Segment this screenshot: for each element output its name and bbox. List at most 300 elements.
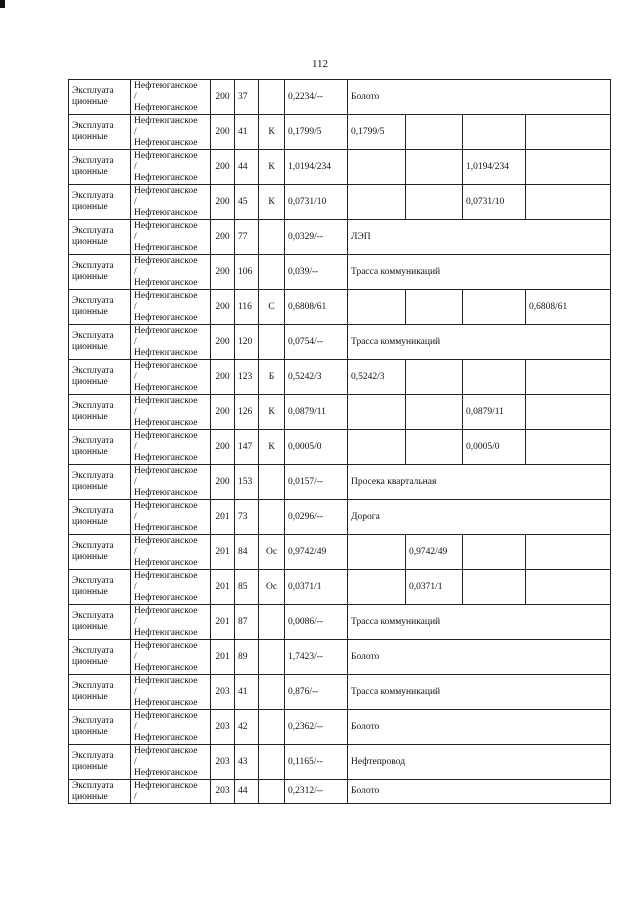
subforestry-name: Нефтеюганское bbox=[134, 662, 198, 673]
forestry-name: Нефтеюганское bbox=[134, 360, 198, 371]
forestry-separator: / bbox=[134, 511, 137, 522]
forestry-separator: / bbox=[134, 791, 137, 802]
subforestry-name: Нефтеюганское bbox=[134, 172, 198, 183]
category-value-cell: 0,0005/0 bbox=[463, 430, 526, 465]
category-value-cell bbox=[526, 150, 611, 185]
species-code-cell: К bbox=[259, 395, 285, 430]
category-line-2: ционные bbox=[72, 272, 108, 282]
area-volume-cell: 0,0157/-- bbox=[285, 465, 348, 500]
category-line-1: Эксплуата bbox=[72, 471, 114, 481]
table-row bbox=[69, 675, 611, 710]
forestry-separator: / bbox=[134, 721, 137, 732]
category-value-cell: 0,6808/61 bbox=[526, 290, 611, 325]
area-volume-cell: 0,0329/-- bbox=[285, 220, 348, 255]
category-cell bbox=[69, 675, 131, 710]
land-type-note-cell: Дорога bbox=[348, 500, 611, 535]
species-code-cell bbox=[259, 675, 285, 710]
forestry-cell bbox=[131, 570, 211, 605]
forestry-cell bbox=[131, 290, 211, 325]
category-line-2: ционные bbox=[72, 237, 108, 247]
area-volume-cell: 0,2362/-- bbox=[285, 710, 348, 745]
species-code-cell: С bbox=[259, 290, 285, 325]
area-volume-cell: 0,0731/10 bbox=[285, 185, 348, 220]
quarter-number-cell: 200 bbox=[211, 465, 235, 500]
quarter-number-cell: 203 bbox=[211, 675, 235, 710]
forestry-name: Нефтеюганское bbox=[134, 80, 198, 91]
category-line-1: Эксплуата bbox=[72, 541, 114, 551]
quarter-number-cell: 201 bbox=[211, 570, 235, 605]
category-line-1: Эксплуата bbox=[72, 751, 114, 761]
category-line-2: ционные bbox=[72, 342, 108, 352]
forestry-name: Нефтеюганское bbox=[134, 570, 198, 581]
species-code-cell: К bbox=[259, 185, 285, 220]
land-type-note-cell: Болото bbox=[348, 640, 611, 675]
quarter-number-cell: 200 bbox=[211, 290, 235, 325]
category-line-2: ционные bbox=[72, 791, 108, 802]
page-number: 112 bbox=[311, 58, 329, 70]
category-value-cell bbox=[348, 430, 406, 465]
category-line-1: Эксплуата bbox=[72, 331, 114, 341]
forestry-separator: / bbox=[134, 651, 137, 662]
land-type-note-cell: Трасса коммуникаций bbox=[348, 605, 611, 640]
table-row bbox=[69, 255, 611, 290]
table-row bbox=[69, 220, 611, 255]
table-row bbox=[69, 710, 611, 745]
subforestry-name: Нефтеюганское bbox=[134, 452, 198, 463]
category-line-2: ционные bbox=[72, 447, 108, 457]
subforestry-name: Нефтеюганское bbox=[134, 592, 198, 603]
subforestry-name: Нефтеюганское bbox=[134, 137, 198, 148]
table-row bbox=[69, 115, 611, 150]
species-code-cell bbox=[259, 640, 285, 675]
allotment-number-cell: 44 bbox=[235, 150, 259, 185]
category-line-1: Эксплуата bbox=[72, 121, 114, 131]
category-value-cell bbox=[406, 395, 463, 430]
category-line-2: ционные bbox=[72, 132, 108, 142]
species-code-cell bbox=[259, 605, 285, 640]
forestry-name: Нефтеюганское bbox=[134, 185, 198, 196]
subforestry-name: Нефтеюганское bbox=[134, 312, 198, 323]
table-row bbox=[69, 290, 611, 325]
quarter-number-cell: 200 bbox=[211, 360, 235, 395]
category-cell bbox=[69, 465, 131, 500]
species-code-cell bbox=[259, 780, 285, 804]
category-cell bbox=[69, 290, 131, 325]
category-value-cell bbox=[348, 535, 406, 570]
forestry-separator: / bbox=[134, 756, 137, 767]
category-line-2: ционные bbox=[72, 202, 108, 212]
forestry-separator: / bbox=[134, 266, 137, 277]
land-type-note-cell: Просека квартальная bbox=[348, 465, 611, 500]
forestry-separator: / bbox=[134, 301, 137, 312]
category-line-1: Эксплуата bbox=[72, 366, 114, 376]
land-type-note-cell: Болото bbox=[348, 710, 611, 745]
allotment-number-cell: 43 bbox=[235, 745, 259, 780]
category-value-cell bbox=[463, 535, 526, 570]
species-code-cell: Ос bbox=[259, 570, 285, 605]
category-value-cell bbox=[526, 570, 611, 605]
category-cell bbox=[69, 395, 131, 430]
quarter-number-cell: 201 bbox=[211, 640, 235, 675]
forestry-cell bbox=[131, 675, 211, 710]
land-type-note-cell: Болото bbox=[348, 780, 611, 804]
subforestry-name: Нефтеюганское bbox=[134, 732, 198, 743]
species-code-cell bbox=[259, 255, 285, 290]
table-row bbox=[69, 150, 611, 185]
category-cell bbox=[69, 185, 131, 220]
forestry-name: Нефтеюганское bbox=[134, 465, 198, 476]
table-row bbox=[69, 640, 611, 675]
category-line-1: Эксплуата bbox=[72, 191, 114, 201]
species-code-cell bbox=[259, 710, 285, 745]
quarter-number-cell: 200 bbox=[211, 430, 235, 465]
category-value-cell bbox=[526, 395, 611, 430]
forestry-separator: / bbox=[134, 161, 137, 172]
species-code-cell bbox=[259, 465, 285, 500]
forestry-name: Нефтеюганское bbox=[134, 150, 198, 161]
category-line-2: ционные bbox=[72, 482, 108, 492]
forestry-cell bbox=[131, 710, 211, 745]
category-value-cell bbox=[526, 535, 611, 570]
quarter-number-cell: 200 bbox=[211, 80, 235, 115]
table-row bbox=[69, 325, 611, 360]
category-cell bbox=[69, 325, 131, 360]
category-cell bbox=[69, 80, 131, 115]
category-line-2: ционные bbox=[72, 762, 108, 772]
subforestry-name: Нефтеюганское bbox=[134, 277, 198, 288]
category-value-cell bbox=[463, 360, 526, 395]
subforestry-name: Нефтеюганское bbox=[134, 347, 198, 358]
allotment-number-cell: 41 bbox=[235, 675, 259, 710]
table-row bbox=[69, 395, 611, 430]
area-volume-cell: 0,0005/0 bbox=[285, 430, 348, 465]
land-type-note-cell: Трасса коммуникаций bbox=[348, 325, 611, 360]
area-volume-cell: 0,876/-- bbox=[285, 675, 348, 710]
area-volume-cell: 1,0194/234 bbox=[285, 150, 348, 185]
category-line-2: ционные bbox=[72, 412, 108, 422]
forestry-cell bbox=[131, 640, 211, 675]
category-cell bbox=[69, 605, 131, 640]
category-value-cell bbox=[348, 290, 406, 325]
forestry-cell bbox=[131, 150, 211, 185]
forestry-separator: / bbox=[134, 371, 137, 382]
allotment-number-cell: 89 bbox=[235, 640, 259, 675]
category-value-cell: 0,1799/5 bbox=[348, 115, 406, 150]
species-code-cell: К bbox=[259, 115, 285, 150]
forestry-separator: / bbox=[134, 126, 137, 137]
forestry-separator: / bbox=[134, 616, 137, 627]
category-value-cell bbox=[526, 430, 611, 465]
subforestry-name: Нефтеюганское bbox=[134, 102, 198, 113]
category-cell bbox=[69, 430, 131, 465]
quarter-number-cell: 201 bbox=[211, 500, 235, 535]
forestry-name: Нефтеюганское bbox=[134, 745, 198, 756]
category-value-cell bbox=[406, 185, 463, 220]
category-line-1: Эксплуата bbox=[72, 681, 114, 691]
land-type-note-cell: Трасса коммуникаций bbox=[348, 255, 611, 290]
allotment-number-cell: 37 bbox=[235, 80, 259, 115]
forestry-separator: / bbox=[134, 441, 137, 452]
land-type-note-cell: Нефтепровод bbox=[348, 745, 611, 780]
category-value-cell: 0,0879/11 bbox=[463, 395, 526, 430]
category-line-1: Эксплуата bbox=[72, 611, 114, 621]
table-row bbox=[69, 430, 611, 465]
allotment-number-cell: 126 bbox=[235, 395, 259, 430]
area-volume-cell: 0,2234/-- bbox=[285, 80, 348, 115]
area-volume-cell: 0,1799/5 bbox=[285, 115, 348, 150]
subforestry-name: Нефтеюганское bbox=[134, 522, 198, 533]
quarter-number-cell: 200 bbox=[211, 115, 235, 150]
forest-plots-table bbox=[68, 79, 611, 804]
allotment-number-cell: 85 bbox=[235, 570, 259, 605]
quarter-number-cell: 200 bbox=[211, 395, 235, 430]
category-line-1: Эксплуата bbox=[72, 436, 114, 446]
allotment-number-cell: 153 bbox=[235, 465, 259, 500]
subforestry-name: Нефтеюганское bbox=[134, 417, 198, 428]
allotment-number-cell: 87 bbox=[235, 605, 259, 640]
category-value-cell: 0,9742/49 bbox=[406, 535, 463, 570]
forestry-cell bbox=[131, 115, 211, 150]
subforestry-name: Нефтеюганское bbox=[134, 627, 198, 638]
species-code-cell bbox=[259, 500, 285, 535]
forestry-separator: / bbox=[134, 546, 137, 557]
forestry-cell bbox=[131, 535, 211, 570]
species-code-cell: Ос bbox=[259, 535, 285, 570]
area-volume-cell: 0,0296/-- bbox=[285, 500, 348, 535]
table-row bbox=[69, 185, 611, 220]
category-line-2: ционные bbox=[72, 167, 108, 177]
table-row bbox=[69, 745, 611, 780]
forestry-name: Нефтеюганское bbox=[134, 500, 198, 511]
species-code-cell bbox=[259, 325, 285, 360]
category-value-cell bbox=[348, 570, 406, 605]
category-line-2: ционные bbox=[72, 97, 108, 107]
area-volume-cell: 0,0754/-- bbox=[285, 325, 348, 360]
quarter-number-cell: 201 bbox=[211, 605, 235, 640]
forestry-cell bbox=[131, 465, 211, 500]
category-value-cell bbox=[526, 115, 611, 150]
category-value-cell bbox=[348, 395, 406, 430]
quarter-number-cell: 203 bbox=[211, 780, 235, 804]
category-value-cell: 1,0194/234 bbox=[463, 150, 526, 185]
allotment-number-cell: 44 bbox=[235, 780, 259, 804]
category-value-cell bbox=[526, 360, 611, 395]
category-line-1: Эксплуата bbox=[72, 646, 114, 656]
category-line-2: ционные bbox=[72, 377, 108, 387]
forestry-cell bbox=[131, 780, 211, 804]
category-line-2: ционные bbox=[72, 622, 108, 632]
forestry-name: Нефтеюганское bbox=[134, 675, 198, 686]
forestry-name: Нефтеюганское bbox=[134, 115, 198, 126]
species-code-cell: К bbox=[259, 430, 285, 465]
category-value-cell bbox=[463, 115, 526, 150]
forestry-name: Нефтеюганское bbox=[134, 325, 198, 336]
category-value-cell bbox=[526, 185, 611, 220]
allotment-number-cell: 116 bbox=[235, 290, 259, 325]
category-line-2: ционные bbox=[72, 727, 108, 737]
category-cell bbox=[69, 500, 131, 535]
table-row bbox=[69, 535, 611, 570]
forestry-name: Нефтеюганское bbox=[134, 535, 198, 546]
category-line-1: Эксплуата bbox=[72, 780, 114, 791]
forestry-name: Нефтеюганское bbox=[134, 605, 198, 616]
area-volume-cell: 0,0371/1 bbox=[285, 570, 348, 605]
allotment-number-cell: 77 bbox=[235, 220, 259, 255]
forestry-name: Нефтеюганское bbox=[134, 640, 198, 651]
category-value-cell bbox=[463, 570, 526, 605]
area-volume-cell: 0,6808/61 bbox=[285, 290, 348, 325]
category-value-cell: 0,0371/1 bbox=[406, 570, 463, 605]
quarter-number-cell: 200 bbox=[211, 325, 235, 360]
forestry-name: Нефтеюганское bbox=[134, 220, 198, 231]
forestry-name: Нефтеюганское bbox=[134, 395, 198, 406]
forestry-separator: / bbox=[134, 231, 137, 242]
forestry-cell bbox=[131, 325, 211, 360]
allotment-number-cell: 45 bbox=[235, 185, 259, 220]
area-volume-cell: 0,1165/-- bbox=[285, 745, 348, 780]
category-value-cell bbox=[406, 115, 463, 150]
area-volume-cell: 0,2312/-- bbox=[285, 780, 348, 804]
category-value-cell: 0,5242/3 bbox=[348, 360, 406, 395]
table-row bbox=[69, 570, 611, 605]
category-value-cell bbox=[348, 185, 406, 220]
category-line-1: Эксплуата bbox=[72, 226, 114, 236]
category-cell bbox=[69, 115, 131, 150]
forestry-name: Нефтеюганское bbox=[134, 780, 198, 791]
allotment-number-cell: 147 bbox=[235, 430, 259, 465]
land-type-note-cell: Трасса коммуникаций bbox=[348, 675, 611, 710]
subforestry-name: Нефтеюганское bbox=[134, 557, 198, 568]
forestry-name: Нефтеюганское bbox=[134, 430, 198, 441]
forestry-cell bbox=[131, 430, 211, 465]
corner-mark bbox=[0, 0, 5, 8]
category-line-1: Эксплуата bbox=[72, 576, 114, 586]
forestry-separator: / bbox=[134, 406, 137, 417]
forestry-separator: / bbox=[134, 336, 137, 347]
table-row bbox=[69, 80, 611, 115]
category-line-2: ционные bbox=[72, 587, 108, 597]
forestry-name: Нефтеюганское bbox=[134, 710, 198, 721]
area-volume-cell: 0,5242/3 bbox=[285, 360, 348, 395]
subforestry-name: Нефтеюганское bbox=[134, 487, 198, 498]
forestry-separator: / bbox=[134, 196, 137, 207]
quarter-number-cell: 203 bbox=[211, 710, 235, 745]
forestry-cell bbox=[131, 80, 211, 115]
species-code-cell bbox=[259, 745, 285, 780]
area-volume-cell: 0,9742/49 bbox=[285, 535, 348, 570]
category-value-cell bbox=[406, 290, 463, 325]
table-row bbox=[69, 500, 611, 535]
subforestry-name: Нефтеюганское bbox=[134, 242, 198, 253]
table-row bbox=[69, 780, 611, 804]
allotment-number-cell: 73 bbox=[235, 500, 259, 535]
category-line-1: Эксплуата bbox=[72, 401, 114, 411]
category-line-1: Эксплуата bbox=[72, 716, 114, 726]
category-line-2: ционные bbox=[72, 692, 108, 702]
category-line-2: ционные bbox=[72, 307, 108, 317]
category-value-cell bbox=[463, 290, 526, 325]
category-line-1: Эксплуата bbox=[72, 261, 114, 271]
quarter-number-cell: 200 bbox=[211, 185, 235, 220]
species-code-cell: Б bbox=[259, 360, 285, 395]
land-type-note-cell: Болото bbox=[348, 80, 611, 115]
table-row bbox=[69, 465, 611, 500]
category-value-cell: 0,0731/10 bbox=[463, 185, 526, 220]
category-cell bbox=[69, 150, 131, 185]
forestry-cell bbox=[131, 500, 211, 535]
quarter-number-cell: 203 bbox=[211, 745, 235, 780]
table-row bbox=[69, 605, 611, 640]
category-cell bbox=[69, 220, 131, 255]
species-code-cell: К bbox=[259, 150, 285, 185]
forestry-cell bbox=[131, 255, 211, 290]
allotment-number-cell: 84 bbox=[235, 535, 259, 570]
subforestry-name: Нефтеюганское bbox=[134, 207, 198, 218]
quarter-number-cell: 200 bbox=[211, 150, 235, 185]
area-volume-cell: 0,0086/-- bbox=[285, 605, 348, 640]
allotment-number-cell: 106 bbox=[235, 255, 259, 290]
quarter-number-cell: 200 bbox=[211, 255, 235, 290]
forestry-cell bbox=[131, 360, 211, 395]
category-line-2: ционные bbox=[72, 657, 108, 667]
species-code-cell bbox=[259, 80, 285, 115]
category-line-2: ционные bbox=[72, 552, 108, 562]
forestry-cell bbox=[131, 395, 211, 430]
category-cell bbox=[69, 710, 131, 745]
category-line-1: Эксплуата bbox=[72, 156, 114, 166]
allotment-number-cell: 123 bbox=[235, 360, 259, 395]
table-row bbox=[69, 360, 611, 395]
category-value-cell bbox=[348, 150, 406, 185]
category-cell bbox=[69, 255, 131, 290]
category-value-cell bbox=[406, 360, 463, 395]
subforestry-name: Нефтеюганское bbox=[134, 697, 198, 708]
category-cell bbox=[69, 745, 131, 780]
category-cell bbox=[69, 640, 131, 675]
category-cell bbox=[69, 535, 131, 570]
allotment-number-cell: 42 bbox=[235, 710, 259, 745]
allotment-number-cell: 41 bbox=[235, 115, 259, 150]
forestry-separator: / bbox=[134, 476, 137, 487]
category-cell bbox=[69, 570, 131, 605]
category-line-1: Эксплуата bbox=[72, 86, 114, 96]
category-line-1: Эксплуата bbox=[72, 296, 114, 306]
quarter-number-cell: 201 bbox=[211, 535, 235, 570]
category-value-cell bbox=[406, 150, 463, 185]
category-cell bbox=[69, 360, 131, 395]
quarter-number-cell: 200 bbox=[211, 220, 235, 255]
subforestry-name: Нефтеюганское bbox=[134, 382, 198, 393]
forestry-name: Нефтеюганское bbox=[134, 255, 198, 266]
forestry-cell bbox=[131, 185, 211, 220]
category-cell bbox=[69, 780, 131, 804]
forestry-separator: / bbox=[134, 581, 137, 592]
subforestry-name: Нефтеюганское bbox=[134, 767, 198, 778]
category-value-cell bbox=[406, 430, 463, 465]
area-volume-cell: 0,039/-- bbox=[285, 255, 348, 290]
allotment-number-cell: 120 bbox=[235, 325, 259, 360]
forestry-cell bbox=[131, 220, 211, 255]
category-line-2: ционные bbox=[72, 517, 108, 527]
land-type-note-cell: ЛЭП bbox=[348, 220, 611, 255]
species-code-cell bbox=[259, 220, 285, 255]
forestry-cell bbox=[131, 745, 211, 780]
category-line-1: Эксплуата bbox=[72, 506, 114, 516]
area-volume-cell: 0,0879/11 bbox=[285, 395, 348, 430]
forestry-separator: / bbox=[134, 686, 137, 697]
forestry-name: Нефтеюганское bbox=[134, 290, 198, 301]
forestry-cell bbox=[131, 605, 211, 640]
